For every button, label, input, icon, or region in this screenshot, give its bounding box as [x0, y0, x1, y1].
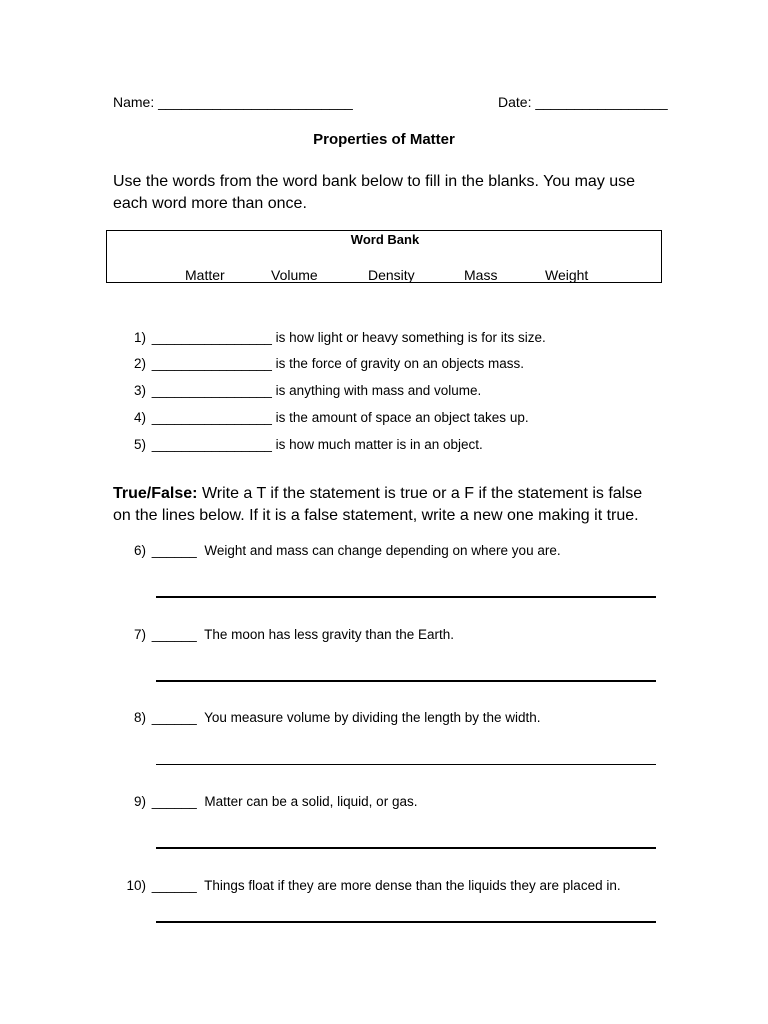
answer-blank[interactable]: ______ — [151, 794, 197, 809]
answer-line[interactable] — [156, 596, 656, 598]
page-title: Properties of Matter — [313, 131, 455, 148]
fill-in-item — [102, 437, 483, 452]
name-field-label: Name: _________________________ — [113, 94, 353, 110]
word-bank-box — [106, 230, 662, 283]
fill-in-item — [102, 410, 529, 425]
answer-line[interactable] — [156, 847, 656, 849]
item-text: Weight and mass can change depending on where you are. — [204, 543, 561, 558]
word-bank-title: Word Bank — [350, 232, 420, 247]
item-number: 2) — [133, 356, 146, 371]
item-text: The moon has less gravity than the Earth. — [204, 627, 454, 642]
true-false-item — [102, 543, 561, 558]
instructions: Use the words from the word bank below to fill in the blanks. You may use each word more than once. — [113, 173, 636, 212]
fill-in-item — [102, 383, 481, 398]
item-number: 5) — [133, 437, 146, 452]
word-bank-word: Density — [368, 267, 415, 283]
item-text: Things float if they are more dense than the liquids they are placed in. — [204, 878, 621, 893]
item-text: is anything with mass and volume. — [275, 383, 482, 398]
true-false-instructions — [113, 483, 653, 527]
item-number: 9) — [133, 794, 146, 809]
item-text: is the force of gravity on an objects mass. — [275, 356, 525, 371]
item-text: is how much matter is in an object. — [275, 437, 483, 452]
true-false-item — [102, 878, 621, 893]
fill-in-item — [102, 356, 524, 371]
answer-blank[interactable]: ______ — [151, 878, 197, 893]
word-bank-word: Weight — [545, 267, 589, 283]
date-field-label: Date: _________________ — [498, 94, 668, 110]
item-text: is how light or heavy something is for its size. — [275, 330, 546, 345]
answer-blank[interactable]: ______ — [151, 543, 197, 558]
answer-blank[interactable]: ________________ — [151, 437, 272, 452]
item-number: 4) — [133, 410, 146, 425]
fill-in-item — [102, 330, 546, 345]
item-number: 1) — [133, 330, 146, 345]
item-number: 6) — [133, 543, 146, 558]
word-bank-word: Matter — [185, 267, 225, 283]
true-false-item — [102, 627, 454, 642]
answer-line[interactable] — [156, 680, 656, 682]
word-bank-word: Mass — [464, 267, 498, 283]
item-text: You measure volume by dividing the length by the width. — [204, 710, 541, 725]
true-false-text: Write a T if the statement is true or a F if the statement is false on the lines below. If it is a false statement, write a new one making it true. — [113, 485, 643, 524]
answer-line[interactable] — [156, 921, 656, 923]
answer-line[interactable] — [156, 764, 656, 765]
item-text: is the amount of space an object takes up. — [275, 410, 529, 425]
item-number: 10) — [126, 878, 146, 893]
item-number: 8) — [133, 710, 146, 725]
answer-blank[interactable]: ________________ — [151, 383, 272, 398]
true-false-label: True/False: — [113, 485, 198, 502]
word-bank-word: Volume — [271, 267, 318, 283]
answer-blank[interactable]: ________________ — [151, 330, 272, 345]
answer-blank[interactable]: ______ — [151, 627, 197, 642]
item-number: 3) — [133, 383, 146, 398]
item-number: 7) — [133, 627, 146, 642]
true-false-item — [102, 794, 417, 809]
answer-blank[interactable]: ______ — [151, 710, 197, 725]
answer-blank[interactable]: ________________ — [151, 356, 272, 371]
true-false-item — [102, 710, 541, 725]
answer-blank[interactable]: ________________ — [151, 410, 272, 425]
item-text: Matter can be a solid, liquid, or gas. — [204, 794, 418, 809]
